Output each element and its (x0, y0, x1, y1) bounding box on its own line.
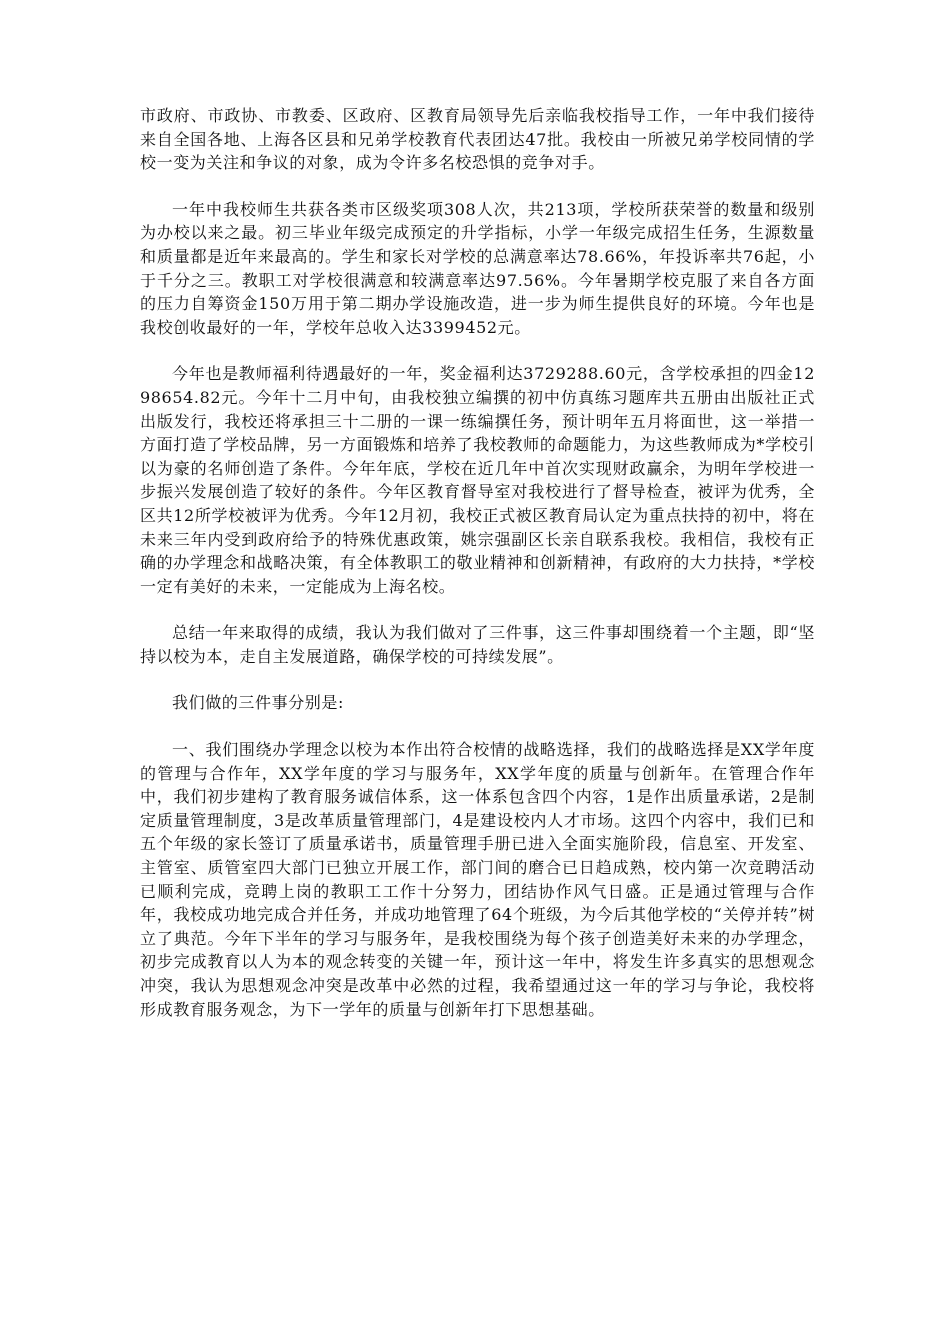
document-page (140, 104, 815, 1044)
paragraph-three-things-intro: 我们做的三件事分别是: (172, 693, 344, 713)
paragraph-leaders-visits: 市政府、市政协、市教委、区政府、区教育局领导先后亲临我校指导工作，一年中我们接待来自全国各地、上海各区县和兄弟学校教育代表团达47批。我校由一所被兄弟学校同情的学校一变为关注和争议的对象，成为令许多名校恐惧的竞争对手。 (140, 106, 815, 173)
paragraph-welfare-achievements: 今年也是教师福利待遇最好的一年，奖金福利达3729288.60元，含学校承担的四金1298654.82元。今年十二月中旬，由我校独立编撰的初中仿真练习题库共五册由出版社正式出版发行，我校还将承担三十二册的一课一练编撰任务，预计明年五月将面世，这一举措一方面打造了学校品牌，另一方面锻炼和培养了我校教师的命题能力，为这些教师成为*学校引以为豪的名师创造了条件。今年年底，学校在近几年中首次实现财政赢余，为明年学校进一步振兴发展创造了较好的条件。今年区教育督导室对我校进行了督导检查，被评为优秀，全区共12所学校被评为优秀。今年12月初，我校正式被区教育局认定为重点扶持的初中，将在未来三年内受到政府给予的特殊优惠政策，姚宗强副区长亲自联系我校。我相信，我校有正确的办学理念和战略决策，有全体教职工的敬业精神和创新精神，有政府的大力扶持，*学校一定有美好的未来，一定能成为上海名校。 (140, 364, 815, 596)
paragraph-summary: 总结一年来取得的成绩，我认为我们做对了三件事，这三件事却围绕着一个主题，即“坚持以校为本，走自主发展道路，确保学校的可持续发展”。 (140, 623, 815, 666)
paragraph-awards-statistics: 一年中我校师生共获各类市区级奖项308人次，共213项，学校所获荣誉的数量和级别为办校以来之最。初三毕业年级完成预定的升学指标，小学一年级完成招生任务，生源数量和质量都是近年来最高的。学生和家长对学校的总满意率达78.66%，年投诉率共76起，小于千分之三。教职工对学校很满意和较满意率达97.56%。今年暑期学校克服了来自各方面的压力自筹资金150万用于第二期办学设施改造，进一步为师生提供良好的环境。今年也是我校创收最好的一年，学校年总收入达3399452元。 (140, 199, 815, 337)
paragraph-strategy: 一、我们围绕办学理念以校为本作出符合校情的战略选择，我们的战略选择是XX学年度的管理与合作年，XX学年度的学习与服务年，XX学年度的质量与创新年。在管理合作年中，我们初步建构了教育服务诚信体系，这一体系包含四个内容，1是作出质量承诺，2是制定质量管理制度，3是改革质量管理部门，4是建设校内人才市场。这四个内容中，我们已和五个年级的家长签订了质量承诺书，质量管理手册已进入全面实施阶段，信息室、开发室、主管室、质管室四大部门已独立开展工作，部门间的磨合已日趋成熟，校内第一次竞聘活动已顺利完成，竞聘上岗的教职工工作十分努力，团结协作风气日盛。正是通过管理与合作年，我校成功地完成合并任务，并成功地管理了64个班级，为今后其他学校的“关停并转”树立了典范。今年下半年的学习与服务年，是我校围绕为每个孩子创造美好未来的办学理念，初步完成教育以人为本的观念转变的关键一年，预计这一年中，将发生许多真实的思想观念冲突，我认为思想观念冲突是改革中必然的过程，我希望通过这一年的学习与争论，我校将形成教育服务观念，为下一学年的质量与创新年打下思想基础。 (140, 740, 815, 1019)
